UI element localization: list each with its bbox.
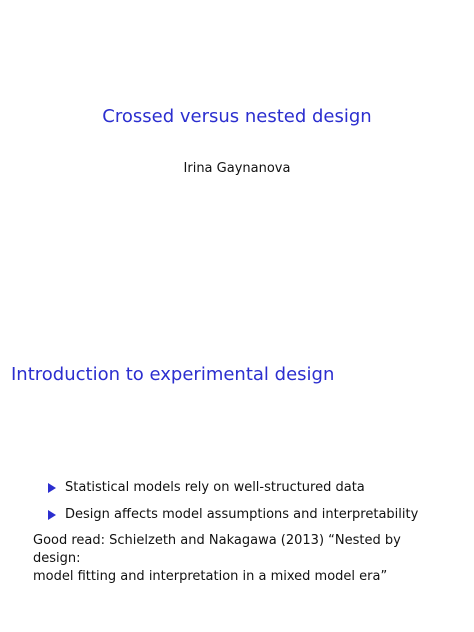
author-name: Irina Gaynanova bbox=[183, 161, 291, 176]
triangle-right-icon bbox=[48, 483, 56, 493]
triangle-right-icon bbox=[48, 510, 56, 520]
bullet-item-design-effects bbox=[48, 506, 418, 524]
bullet-list bbox=[48, 479, 418, 533]
bullet-text: Design affects model assumptions and interpretability bbox=[65, 507, 419, 522]
presentation-title: Crossed versus nested design bbox=[102, 106, 372, 127]
bullet-text: Statistical models rely on well-structured data bbox=[65, 480, 365, 495]
intro-slide bbox=[0, 316, 474, 632]
slide-heading: Introduction to experimental design bbox=[11, 364, 335, 385]
good-read-note: Good read: Schielzeth and Nakagawa (2013) “Nested by design: model fitting and interpretation in a mixed model era” bbox=[33, 533, 401, 584]
bullet-item-statistical-models bbox=[48, 479, 418, 497]
